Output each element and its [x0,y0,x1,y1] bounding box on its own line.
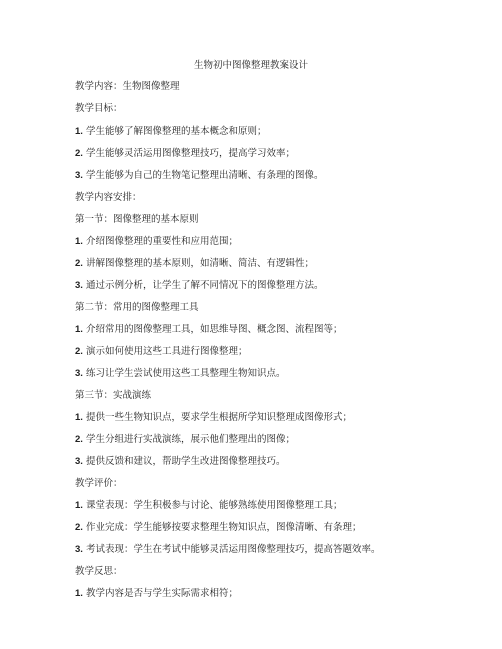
text-line [75,258,314,270]
list-number: 2. [75,434,83,445]
line-text: 考试表现：学生在考试中能够灵活运用图像整理技巧，提高答题效率。 [82,544,381,555]
list-number: 1. [75,236,83,247]
line-text: 课堂表现：学生积极参与讨论、能够熟练使用图像整理工具； [82,500,343,511]
text-line [75,456,285,468]
line-text: 演示如何使用这些工具进行图像整理； [82,346,248,357]
text-line [75,324,342,336]
text-line [75,544,380,556]
list-number: 1. [75,126,83,137]
text-line [75,236,238,248]
text-line [75,103,123,115]
text-line [75,390,151,402]
text-line [75,170,323,182]
text-line [75,81,180,93]
text-line [75,346,247,358]
line-text: 第三节：实战演练 [75,390,152,401]
line-text: 教学内容：生物图像整理 [75,81,180,92]
line-text: 提供反馈和建议，帮助学生改进图像整理技巧。 [82,456,286,467]
line-text: 学生能够灵活运用图像整理技巧，提高学习效率； [82,148,295,159]
line-text: 学生分组进行实战演练，展示他们整理出的图像； [82,434,295,445]
text-line [75,126,266,138]
text-line [75,522,361,534]
line-text: 介绍常用的图像整理工具，如思维导图、概念图、流程图等； [82,324,343,335]
list-number: 2. [75,148,83,159]
line-text: 通过示例分析，让学生了解不同情况下的图像整理方法。 [82,280,324,291]
list-number: 3. [75,170,83,181]
list-number: 1. [75,500,83,511]
text-line [75,302,199,314]
text-line [75,588,238,600]
list-number: 1. [75,412,83,423]
line-text: 练习让学生尝试使用这些工具整理生物知识点。 [82,368,286,379]
line-text: 讲解图像整理的基本原则，如清晰、简洁、有逻辑性； [82,258,314,269]
line-text: 学生能够了解图像整理的基本概念和原则； [82,126,267,137]
text-line [75,434,295,446]
line-text: 教学目标： [75,103,123,114]
list-number: 2. [75,522,83,533]
line-text: 介绍图像整理的重要性和应用范围； [82,236,238,247]
list-number: 3. [75,544,83,555]
line-text: 第一节：图像整理的基本原则 [75,214,199,225]
text-line [75,192,142,204]
text-line [75,214,199,226]
list-number: 2. [75,346,83,357]
list-number: 1. [75,324,83,335]
line-text: 提供一些生物知识点，要求学生根据所学知识整理成图像形式； [82,412,352,423]
list-number: 3. [75,368,83,379]
line-text: 作业完成：学生能够按要求整理生物知识点，图像清晰、有条理； [82,522,362,533]
text-line [75,412,352,424]
list-number: 3. [75,456,83,467]
line-text: 教学反思： [75,566,123,577]
text-line [75,148,295,160]
line-text: 教学评价： [75,478,123,489]
text-line [75,500,342,512]
line-text: 教学内容安排： [75,192,142,203]
list-number: 2. [75,258,83,269]
text-line [75,478,123,490]
text-line [75,368,285,380]
line-text: 学生能够为自己的生物笔记整理出清晰、有条理的图像。 [82,170,324,181]
text-line [75,280,323,292]
list-number: 3. [75,280,83,291]
document-title: 生物初中图像整理教案设计 [193,60,308,71]
list-number: 1. [75,588,83,599]
text-line [75,566,123,578]
line-text: 第二节：常用的图像整理工具 [75,302,199,313]
line-text: 教学内容是否与学生实际需求相符； [82,588,238,599]
